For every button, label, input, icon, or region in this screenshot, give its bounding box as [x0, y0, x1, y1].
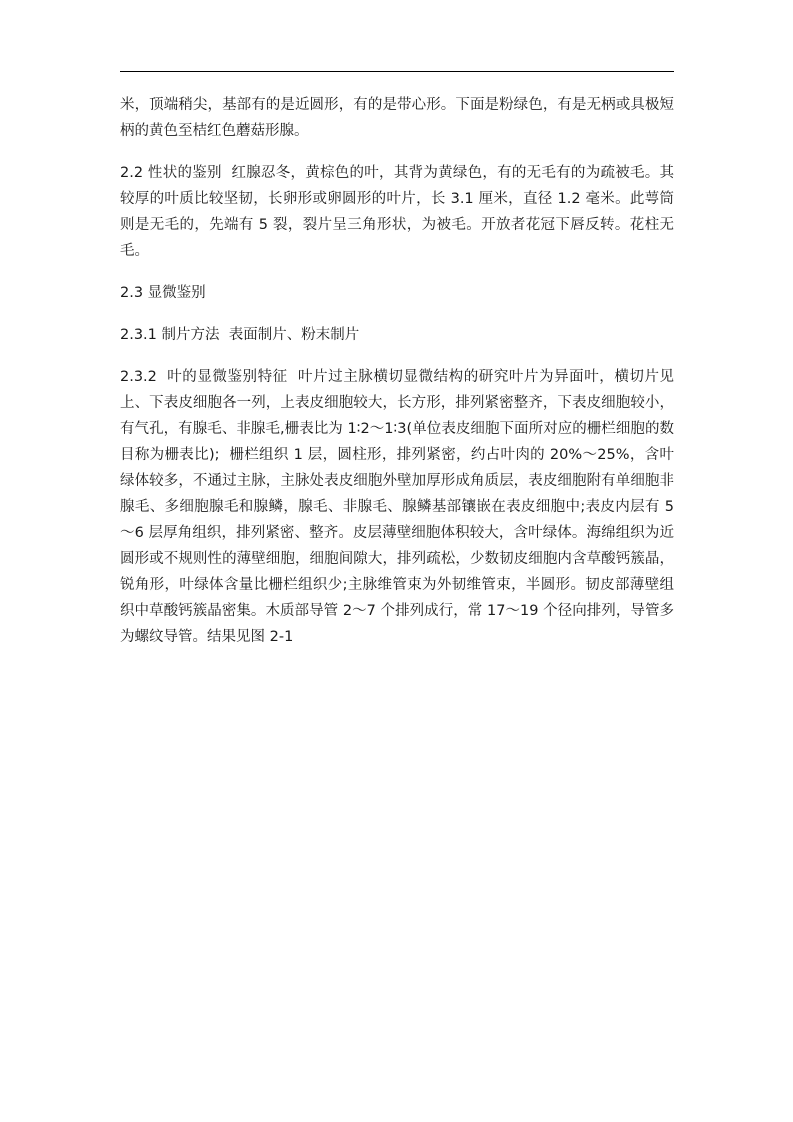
paragraph-leaf-description: 米，顶端稍尖，基部有的是近圆形，有的是带心形。下面是粉绿色，有是无柄或具极短柄的黄色至桔红色蘑菇形腺。 [120, 97, 674, 139]
heading-section-2-3-1: 2.3.1 制片方法 表面制片、粉末制片 [120, 327, 360, 343]
heading-section-2-3: 2.3 显微鉴别 [120, 285, 206, 301]
paragraph-section-2-3-2: 2.3.2 叶的显微鉴别特征 叶片过主脉横切显微结构的研究叶片为异面叶，横切片见上、下表皮细胞各一列，上表皮细胞较大，长方形，排列紧密整齐，下表皮细胞较小，有气孔，有腺毛、非腺毛,栅表比为 1∶2～1∶3(单位表皮细胞下面所对应的栅栏细胞的数目称为栅表比); 栅栏组织 1 层，圆柱形，排列紧密，约占叶肉的 20%～25%，含叶绿体较多，不通过主脉，主脉处表皮细胞外壁加厚形成角质层，表皮细胞附有单细胞非腺毛、多细胞腺毛和腺鳞，腺毛、非腺毛、腺鳞基部镶嵌在表皮细胞中;表皮内层有 5～6 层厚角组织，排列紧密、整齐。皮层薄壁细胞体积较大，含叶绿体。海绵组织为近圆形或不规则性的薄壁细胞，细胞间隙大，排列疏松，少数韧皮细胞内含草酸钙簇晶，锐角形，叶绿体含量比栅栏组织少;主脉维管束为外韧维管束，半圆形。韧皮部薄壁组织中草酸钙簇晶密集。木质部导管 2～7 个排列成行，常 17～19 个径向排列，导管多为螺纹导管。结果见图 2-1 [120, 369, 674, 645]
document-body [120, 92, 674, 666]
paragraph-section-2-2: 2.2 性状的鉴别 红腺忍冬，黄棕色的叶，其背为黄绿色，有的无毛有的为疏被毛。其较厚的叶质比较坚韧，长卵形或卵圆形的叶片，长 3.1 厘米，直径 1.2 毫米。此萼筒则是无毛的，先端有 5 裂，裂片呈三角形状，为被毛。开放者花冠下唇反转。花柱无毛。 [120, 165, 674, 259]
header-rule [120, 71, 674, 72]
